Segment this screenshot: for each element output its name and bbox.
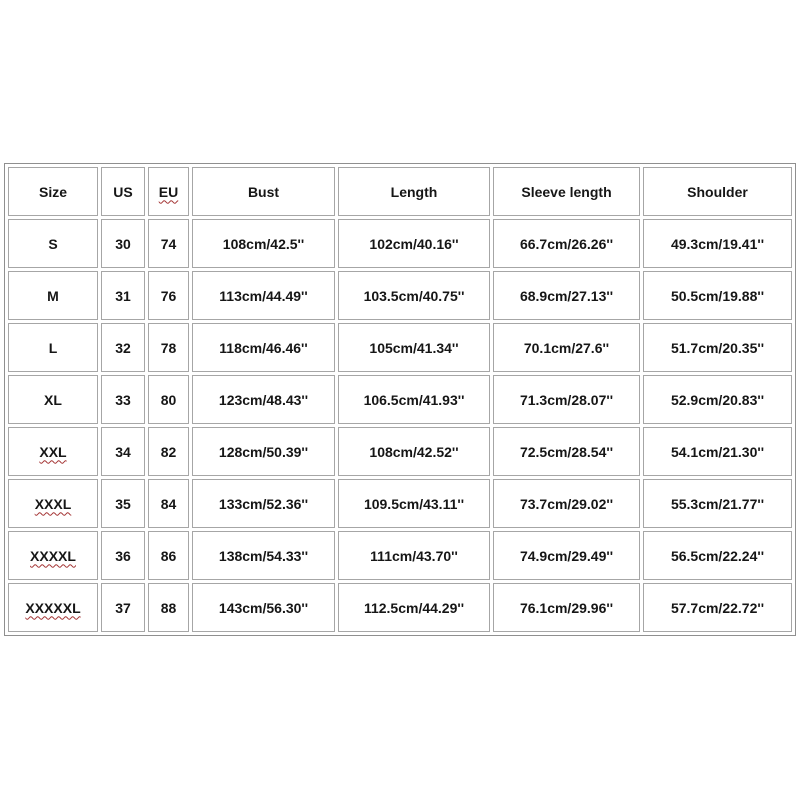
table-row	[8, 479, 792, 528]
measurement-cell: 102cm/40.16''	[338, 219, 490, 268]
measurement-cell: 76	[148, 271, 189, 320]
table-header	[8, 167, 792, 216]
measurement-cell: 30	[101, 219, 145, 268]
measurement-cell: 71.3cm/28.07''	[493, 375, 640, 424]
column-header-sleeve-length: Sleeve length	[493, 167, 640, 216]
size-label-cell: XL	[8, 375, 98, 424]
table-row	[8, 583, 792, 632]
measurement-cell: 54.1cm/21.30''	[643, 427, 792, 476]
measurement-cell: 37	[101, 583, 145, 632]
measurement-cell: 108cm/42.52''	[338, 427, 490, 476]
measurement-cell: 105cm/41.34''	[338, 323, 490, 372]
measurement-cell: 49.3cm/19.41''	[643, 219, 792, 268]
measurement-cell: 72.5cm/28.54''	[493, 427, 640, 476]
size-label-cell: XXXXXL	[8, 583, 98, 632]
column-header-bust: Bust	[192, 167, 335, 216]
table-body	[8, 219, 792, 632]
measurement-cell: 112.5cm/44.29''	[338, 583, 490, 632]
measurement-cell: 78	[148, 323, 189, 372]
measurement-cell: 34	[101, 427, 145, 476]
measurement-cell: 82	[148, 427, 189, 476]
table-row	[8, 531, 792, 580]
measurement-cell: 128cm/50.39''	[192, 427, 335, 476]
measurement-cell: 32	[101, 323, 145, 372]
measurement-cell: 74	[148, 219, 189, 268]
size-label-cell: S	[8, 219, 98, 268]
measurement-cell: 106.5cm/41.93''	[338, 375, 490, 424]
table-row	[8, 219, 792, 268]
column-header-size: Size	[8, 167, 98, 216]
measurement-cell: 143cm/56.30''	[192, 583, 335, 632]
measurement-cell: 113cm/44.49''	[192, 271, 335, 320]
measurement-cell: 88	[148, 583, 189, 632]
measurement-cell: 66.7cm/26.26''	[493, 219, 640, 268]
measurement-cell: 74.9cm/29.49''	[493, 531, 640, 580]
measurement-cell: 35	[101, 479, 145, 528]
measurement-cell: 36	[101, 531, 145, 580]
measurement-cell: 70.1cm/27.6''	[493, 323, 640, 372]
measurement-cell: 111cm/43.70''	[338, 531, 490, 580]
measurement-cell: 31	[101, 271, 145, 320]
measurement-cell: 123cm/48.43''	[192, 375, 335, 424]
size-label-cell: XXL	[8, 427, 98, 476]
measurement-cell: 33	[101, 375, 145, 424]
size-label-cell: XXXXL	[8, 531, 98, 580]
size-label-cell: M	[8, 271, 98, 320]
column-header-length: Length	[338, 167, 490, 216]
measurement-cell: 80	[148, 375, 189, 424]
column-header-us: US	[101, 167, 145, 216]
measurement-cell: 108cm/42.5''	[192, 219, 335, 268]
table-row	[8, 323, 792, 372]
measurement-cell: 103.5cm/40.75''	[338, 271, 490, 320]
table-row	[8, 375, 792, 424]
measurement-cell: 76.1cm/29.96''	[493, 583, 640, 632]
column-header-shoulder: Shoulder	[643, 167, 792, 216]
table-row	[8, 427, 792, 476]
measurement-cell: 84	[148, 479, 189, 528]
header-row	[8, 167, 792, 216]
measurement-cell: 52.9cm/20.83''	[643, 375, 792, 424]
measurement-cell: 118cm/46.46''	[192, 323, 335, 372]
measurement-cell: 138cm/54.33''	[192, 531, 335, 580]
measurement-cell: 68.9cm/27.13''	[493, 271, 640, 320]
size-chart-table	[4, 163, 796, 636]
size-label-cell: L	[8, 323, 98, 372]
size-label-cell: XXXL	[8, 479, 98, 528]
measurement-cell: 109.5cm/43.11''	[338, 479, 490, 528]
column-header-eu: EU	[148, 167, 189, 216]
measurement-cell: 55.3cm/21.77''	[643, 479, 792, 528]
measurement-cell: 56.5cm/22.24''	[643, 531, 792, 580]
table-row	[8, 271, 792, 320]
measurement-cell: 133cm/52.36''	[192, 479, 335, 528]
measurement-cell: 73.7cm/29.02''	[493, 479, 640, 528]
measurement-cell: 51.7cm/20.35''	[643, 323, 792, 372]
measurement-cell: 50.5cm/19.88''	[643, 271, 792, 320]
measurement-cell: 86	[148, 531, 189, 580]
measurement-cell: 57.7cm/22.72''	[643, 583, 792, 632]
